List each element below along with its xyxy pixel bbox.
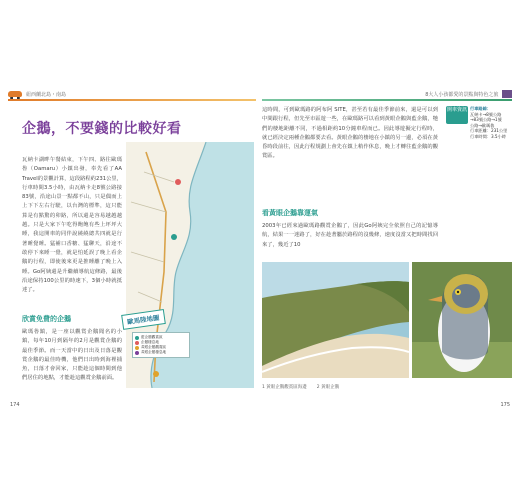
left-page (8, 84, 256, 414)
legend-swatch (135, 341, 139, 345)
right-paragraph-2: 2003年已經來過歐瑪路觀賞企鵝了，因此Go阿姨完全依照自己的記憶導航，結果一一迷路了，好在趁著屬於路程的沒幾條，速度沒當又把時間找回來了，幾近了10 (262, 223, 438, 248)
right-page (262, 84, 512, 414)
legend-item: 黃眼企鵝棲息地 (135, 350, 187, 355)
left-page-number: 174 (10, 402, 20, 408)
right-paragraph-1: 這時間，可到歐瑪路的阿布阿 SITE，甚至若有最佳季節前來，還是可以到中間跟行程，但先至市區遊一些，在歐瑪路可以看到黃眼企鵝與藍企鵝，牠們的棲地距離不同，不過相距約10分鐘車程而已。因此導遊擬定行程時，就已經決定兩種企鵝都要去看。黃眼企鵝的棲地在小鎮的另一邊，必須在黃昏時段前往，因此行程規劃上會先在鎮上稍作休息，晚上才轉往藍企鵝的觀賞區。 (262, 107, 438, 160)
right-header-rule (262, 99, 512, 101)
legend-item: 企鵝棲息地 (135, 340, 187, 345)
chapter-tab (502, 90, 512, 98)
car-icon (8, 91, 22, 97)
penguin-photo (412, 262, 512, 378)
route-line: →83號公路→1號 (470, 117, 502, 123)
driving-info-body (470, 106, 510, 140)
caption-right: 2 黃眼企鵝 (316, 385, 340, 390)
left-paragraph-2: 歐瑪魯鎮，是一座以觀賞企鵝聞名的小鎮，每年10月到隔年的2月是觀賞企鵝的最佳季節。而一天當中的日出及日落是觀賞企鵝的最佳時機，他們日出時到海裡捕魚，日落才會回家，只能趁這個時間到他們居住的地點，才能趁這觀賞企鵝前面。 (22, 329, 122, 382)
beach-photo-graphic (262, 262, 409, 378)
oamaru-map (126, 142, 254, 388)
legend-swatch (135, 346, 139, 350)
caption-left: 1 黃眼企鵝觀賞區海邊 (262, 385, 307, 390)
right-running-head-text: 8大人小孩都愛的景點與特色之旅 (425, 91, 499, 98)
driving-info-tag: 開車資訊 (446, 106, 468, 124)
beach-photo (262, 262, 409, 378)
book-spread (0, 84, 520, 414)
legend-swatch (135, 351, 139, 355)
time-line: 行車時間：3.5小時 (470, 133, 506, 139)
map-legend (132, 332, 190, 358)
right-subheading: 看黃眼企鵝靠運氣 (262, 209, 318, 217)
left-header-rule (8, 99, 256, 101)
legend-item: 黃眼企鵝觀賞區 (135, 345, 187, 350)
route-heading: 行車路線： (470, 106, 491, 111)
distance-line: 行車距離：231公里 (470, 128, 508, 134)
route-line: 公路→歐瑪魯 (470, 122, 495, 128)
left-running-head (8, 90, 256, 98)
right-page-number: 175 (500, 402, 510, 408)
route-line: 瓦納卡→8號公路 (470, 111, 502, 117)
photo-captions (262, 384, 339, 390)
legend-swatch (135, 336, 139, 340)
page-title: 企鵝，不要錢的比較好看 (22, 121, 182, 137)
legend-item: 藍企鵝觀賞區 (135, 335, 187, 340)
right-running-head (262, 90, 512, 98)
map-title-label: 歐馬陸地圖 (121, 309, 165, 330)
left-subheading: 欣賞免費的企鵝 (22, 315, 71, 323)
left-running-head-text: 紐西蘭北島・南島 (26, 91, 67, 98)
penguin-photo-graphic (412, 262, 512, 378)
left-paragraph-1: 瓦納卡湖畔午餐結束，下午四、路往歐瑪魯（Oamaru）小鎮出發，奉先看了AA Travel的景觀計算，這段路程約231公里，行車時間3.5小時，由瓦納卡走8號公路接83號，沿途山景一點都不山，只是偶而上上下下左右行駛，以台灣的標準，這只能算是有點驚的卯路，所以還是容易越越越越。只是大家下午吃得飽飽有些上坪坪大睡，我這開車的同伴說繞繞總共四就是行著睡覺睡。猛補口香糖、猛聊天，沿途不敢停下來睡一覺，就是怕延誤了晚上看企鵝的行程，即使後來更是推睡離了晚上入睡。Go阿姨還是升繼續導航這條路，最後沿途保持100公里的時速下，3個小時就抵達了。 (22, 157, 123, 294)
